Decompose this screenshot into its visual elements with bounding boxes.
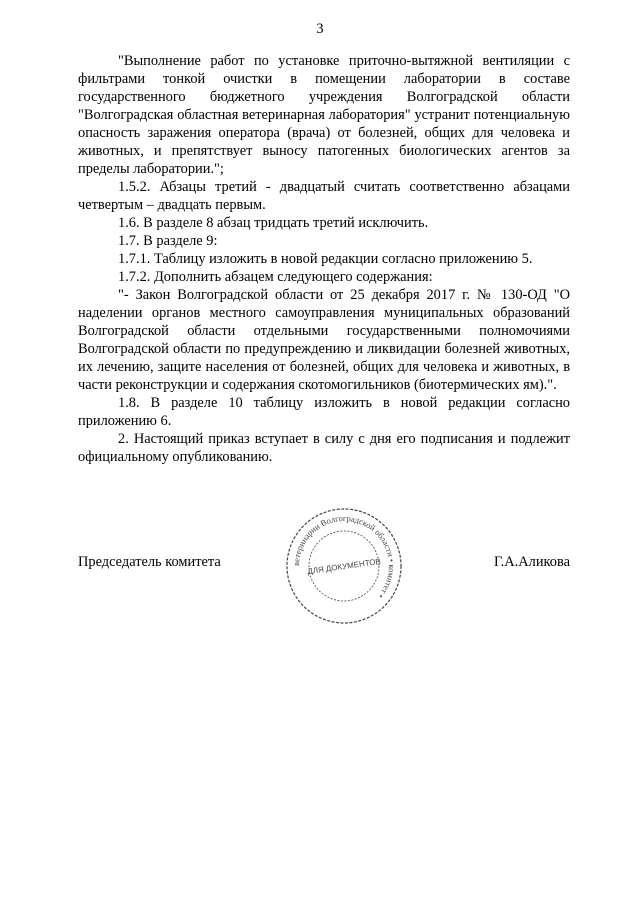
seal-center-text: ДЛЯ ДОКУМЕНТОВ — [306, 556, 382, 577]
paragraph: 1.5.2. Абзацы третий - двадцатый считать соответственно абзацами четвертым – двадцать первым. — [78, 179, 570, 213]
paragraph: 1.7.1. Таблицу изложить в новой редакции согласно приложению 5. — [118, 251, 533, 267]
official-seal — [284, 506, 404, 626]
paragraph: "- Закон Волгоградской области от 25 декабря 2017 г. № 130-ОД "О наделении органов местного самоуправления муниципальных образований Волгоградской области отдельными государственными полномочиями Волгоградской области по предупреждению и ликвидации болезней животных, их лечению, защите населения от болезней, общих для человека и животных, в части реконструкции и содержания скотомогильников (биотермических ям).". — [78, 287, 570, 393]
signatory-title: Председатель комитета — [78, 554, 221, 570]
paragraph: 1.6. В разделе 8 абзац тридцать третий исключить. — [118, 215, 429, 231]
paragraph: "Выполнение работ по установке приточно-вытяжной вентиляции с фильтрами тонкой очистки в помещении лаборатории в составе государственного бюджетного учреждения Волгоградской области "Волгоградская областная ветеринарная лаборатория" устранит потенциальную опасность заражения оператора (врача) от болезней, общих для человека и животных, и препятствует выносу патогенных биологических агентов за пределы лаборатории."; — [78, 53, 570, 177]
paragraph: 1.7. В разделе 9: — [118, 233, 218, 249]
signatory-name: Г.А.Аликова — [493, 554, 570, 570]
paragraph: 1.7.2. Дополнить абзацем следующего содержания: — [118, 269, 433, 285]
page-number: 3 — [316, 21, 324, 37]
seal-ring-text: ветеринарии Волгоградской области • комитет • — [290, 512, 398, 601]
paragraph: 2. Настоящий приказ вступает в силу с дня его подписания и подлежит официальному опубликованию. — [78, 431, 570, 465]
paragraph: 1.8. В разделе 10 таблицу изложить в новой редакции согласно приложению 6. — [78, 395, 570, 429]
document-body — [78, 52, 570, 466]
